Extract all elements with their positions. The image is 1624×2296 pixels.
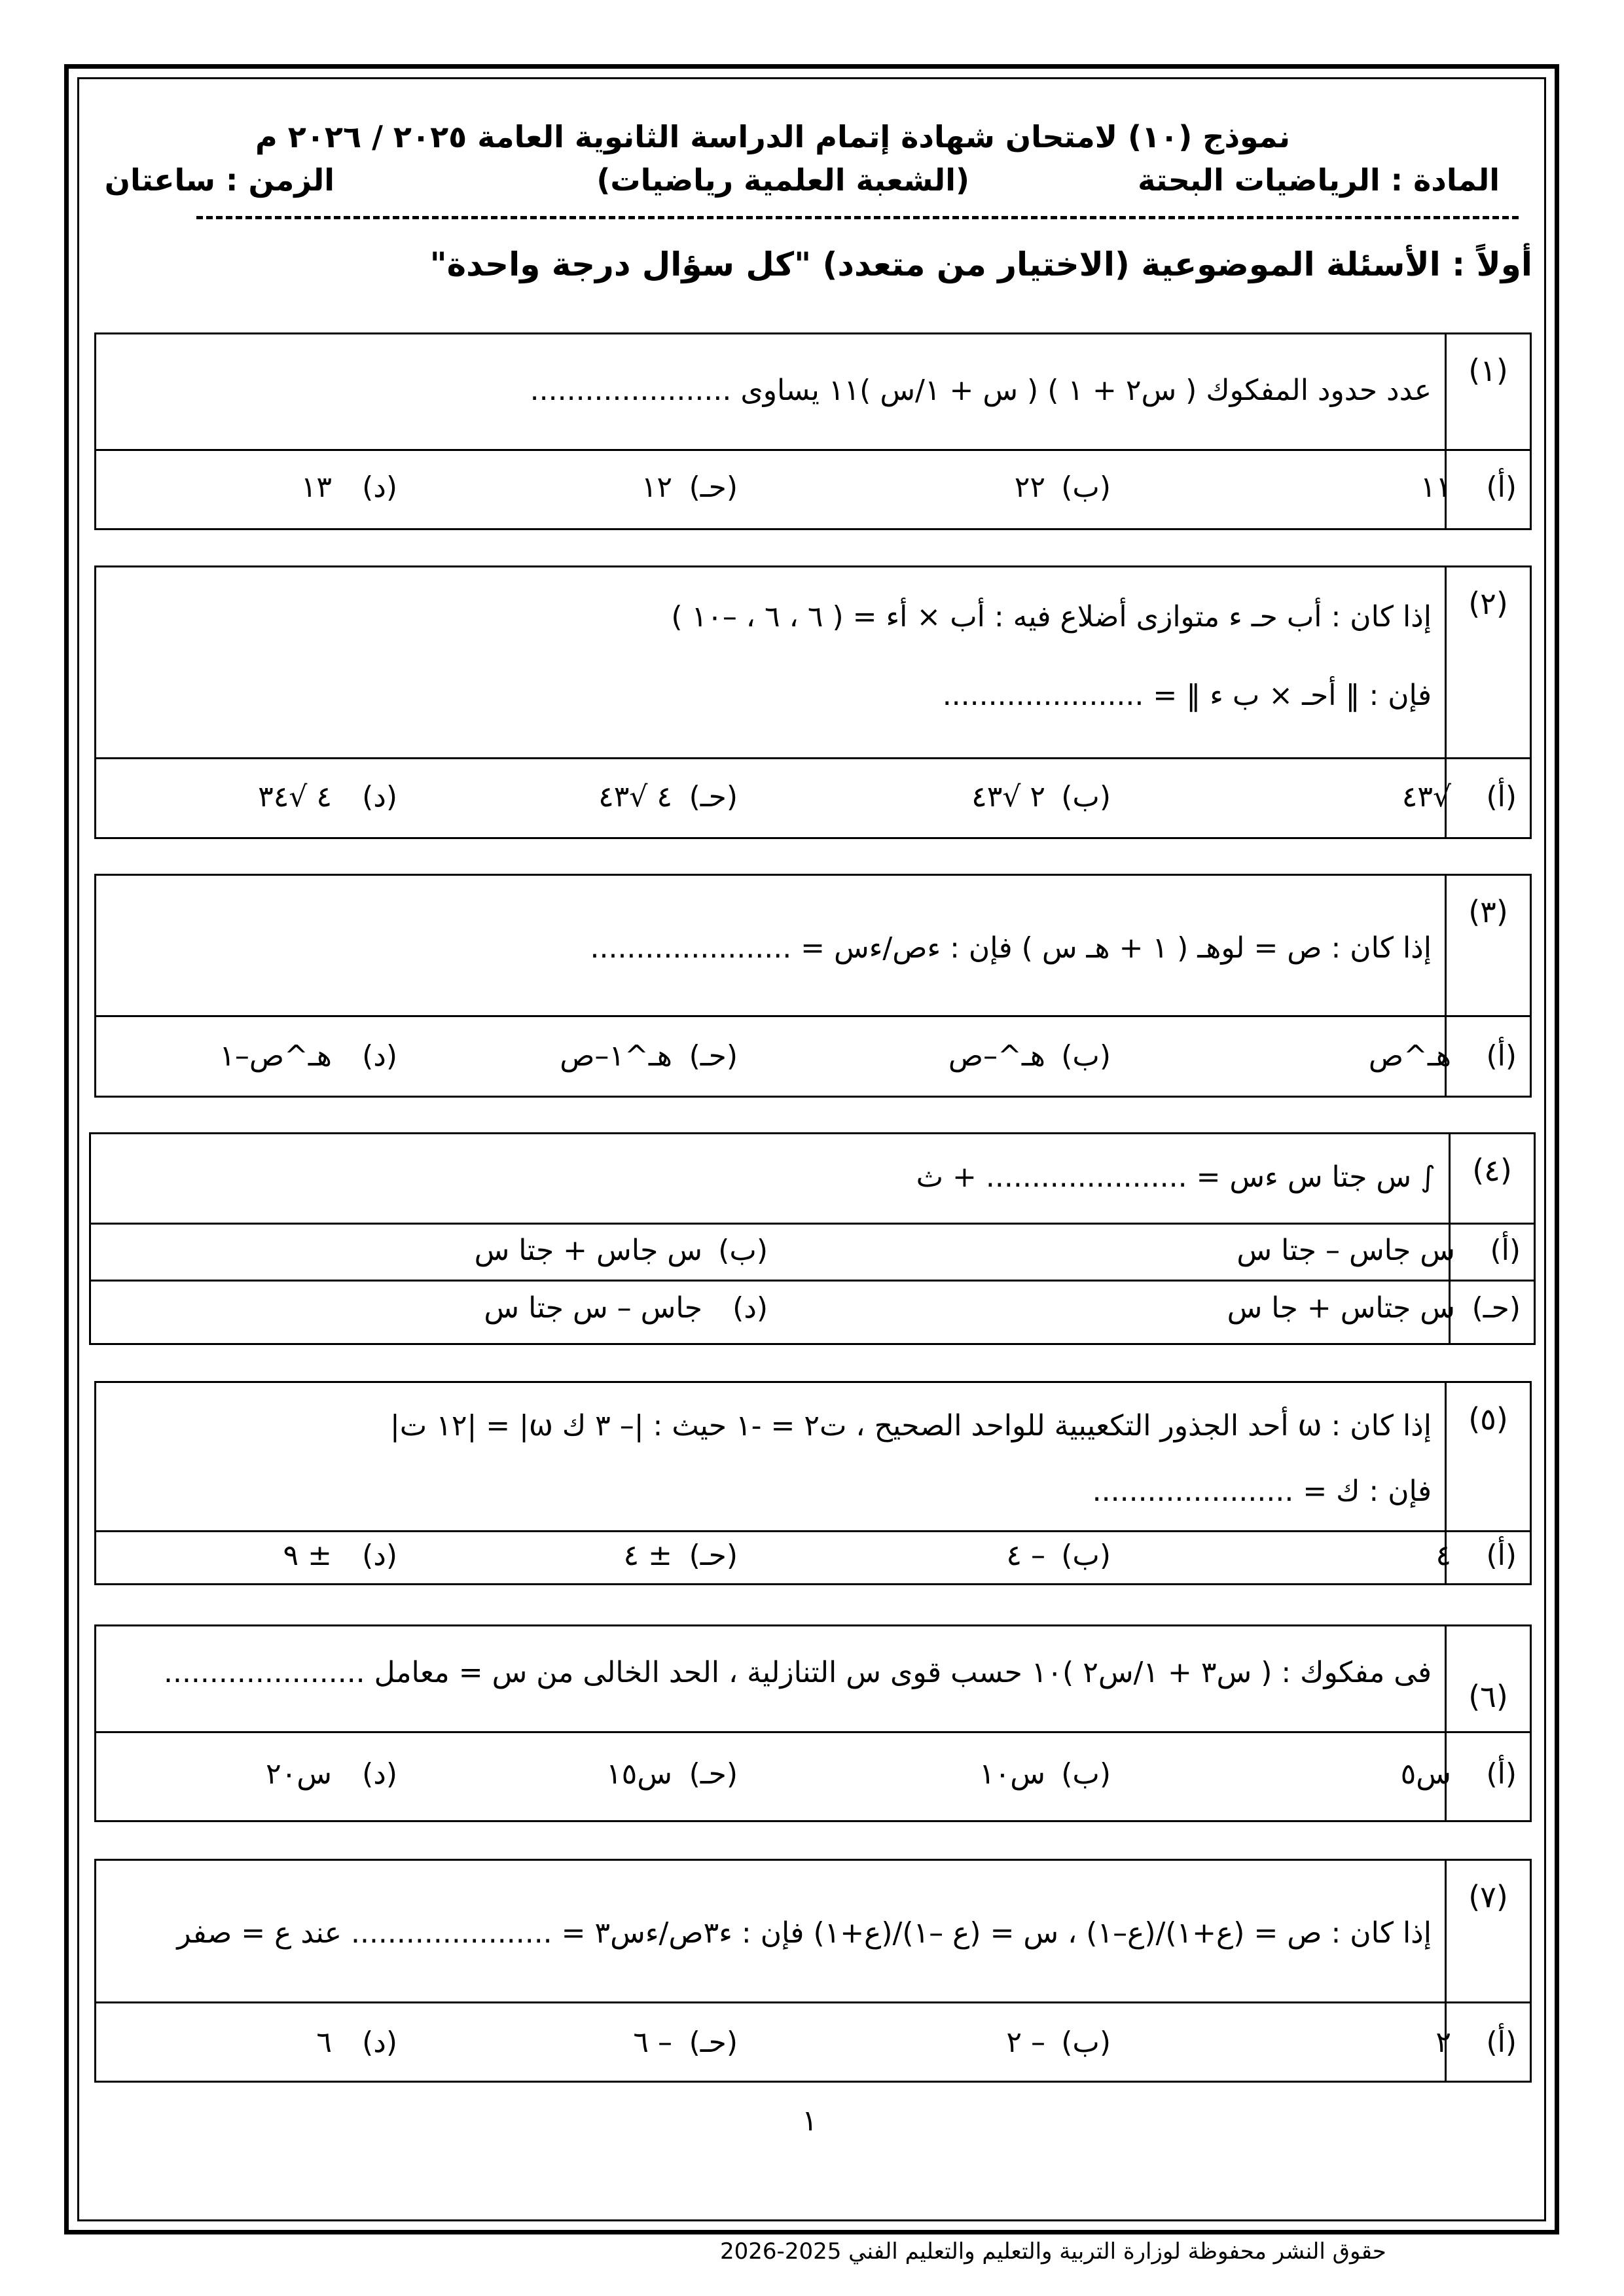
- option-value: ± ٤: [623, 1539, 672, 1572]
- option-value: هـ^١–ص: [560, 1039, 672, 1073]
- question-text: فى مفكوك : ( س٣ + ١/س٢ )١٠ حسب قوى س التنازلية ، الحد الخالى من س = معامل ......................: [163, 1656, 1432, 1689]
- question-text: ∫ س جتا س ءس = ...................... + ث: [916, 1160, 1435, 1194]
- divider: [91, 1223, 1534, 1225]
- option-value: س١٥: [606, 1757, 672, 1791]
- option-value: ٢٢: [1014, 471, 1045, 504]
- option-value: هـ^ص–١: [219, 1039, 332, 1073]
- option-key[interactable]: (ب): [1061, 1539, 1111, 1572]
- option-value: – ٤: [1006, 1539, 1045, 1572]
- option-key[interactable]: (أ): [1486, 1539, 1517, 1572]
- option-value: س١٠: [979, 1757, 1045, 1791]
- option-key[interactable]: (ب): [1061, 780, 1111, 814]
- option-value: ٦: [316, 2026, 332, 2059]
- question-2: [94, 565, 1532, 839]
- option-key[interactable]: (حـ): [689, 1039, 738, 1073]
- option-key[interactable]: (أ): [1486, 471, 1517, 504]
- question-text: إذا كان : ص = لوهـ ( ١ + هـ س ) فإن : ءص/ءس = ......................: [590, 931, 1432, 965]
- option-key[interactable]: (ب): [1061, 1757, 1111, 1791]
- option-value: س جاس + جتا س: [474, 1234, 702, 1267]
- option-value: ١٣: [300, 471, 332, 504]
- option-key[interactable]: (أ): [1486, 2026, 1517, 2059]
- option-value: – ٢: [1006, 2026, 1045, 2059]
- option-value: هـ^–ص: [948, 1039, 1045, 1073]
- option-key[interactable]: (د): [362, 1039, 397, 1073]
- option-key[interactable]: (د): [362, 471, 397, 504]
- option-key[interactable]: (ب): [1061, 2026, 1111, 2059]
- question-text: إذا كان : ω أحد الجذور التكعيبية للواحد الصحيح ، ت٢ = -١ حيث : |– ٣ ك ω| = |١٢ ت|: [389, 1409, 1432, 1443]
- option-value: ٤: [1435, 1539, 1451, 1572]
- option-key[interactable]: (د): [362, 1539, 397, 1572]
- option-value: ١١: [1420, 471, 1451, 504]
- divider: [96, 1015, 1530, 1017]
- option-key[interactable]: (أ): [1486, 780, 1517, 814]
- option-key[interactable]: (حـ): [689, 2026, 738, 2059]
- option-key[interactable]: (حـ): [689, 1757, 738, 1791]
- question-6: [94, 1624, 1532, 1822]
- question-5: [94, 1381, 1532, 1585]
- option-value: س جتاس + جا س: [1227, 1291, 1455, 1325]
- option-key[interactable]: (ب): [1061, 1039, 1111, 1073]
- question-number: (٣): [1445, 876, 1530, 1096]
- option-value: ± ٩: [283, 1539, 332, 1572]
- question-1: [94, 332, 1532, 530]
- option-key[interactable]: (ب): [718, 1234, 768, 1267]
- option-key[interactable]: (حـ): [1471, 1291, 1521, 1325]
- question-4: [89, 1132, 1536, 1345]
- option-value: هـ^ص: [1368, 1039, 1451, 1073]
- option-value: ٤ √٤٣: [598, 780, 672, 814]
- option-value: ٤ √٣٤: [258, 780, 332, 814]
- question-number: (٧): [1445, 1861, 1530, 2081]
- question-text: إذا كان : أب حـ ء متوازى أضلاع فيه : أب × أء = ( ٦ ، ٦ ، –١٠ ): [671, 600, 1432, 634]
- question-text: إذا كان : ص = (ع+١)/(ع–١) ، س = (ع –١)/(ع+١) فإن : ء٣ص/ءس٣ = ...................... عند ع = صفر: [177, 1916, 1432, 1950]
- subject-label: المادة : الرياضيات البحتة: [1138, 162, 1500, 198]
- exam-title: نموذج (١٠) لامتحان شهادة إتمام الدراسة الثانوية العامة ٢٠٢٥ / ٢٠٢٦ م: [255, 119, 1290, 154]
- option-key[interactable]: (حـ): [689, 780, 738, 814]
- divider: [96, 449, 1530, 451]
- option-key[interactable]: (د): [732, 1291, 768, 1325]
- divider: [96, 1731, 1530, 1733]
- copyright-footer: حقوق النشر محفوظة لوزارة التربية والتعليم والتعليم الفني 2025-2026: [720, 2238, 1386, 2265]
- question-text: عدد حدود المفكوك ( س٢ + ١ ) ( س + ١/س )١١ يساوى ......................: [530, 374, 1432, 407]
- option-value: جاس – س جتا س: [484, 1291, 702, 1325]
- option-value: – ٦: [633, 2026, 672, 2059]
- section-title: أولاً : الأسئلة الموضوعية (الاختيار من متعدد) "كل سؤال درجة واحدة": [429, 245, 1532, 283]
- divider: [96, 757, 1530, 759]
- option-value: ١٢: [641, 471, 672, 504]
- question-number: (٥): [1445, 1383, 1530, 1583]
- option-key[interactable]: (أ): [1490, 1234, 1521, 1267]
- option-key[interactable]: (د): [362, 1757, 397, 1791]
- page-number: ١: [802, 2104, 818, 2138]
- question-7: [94, 1859, 1532, 2083]
- question-number: (٦): [1445, 1626, 1530, 1820]
- option-key[interactable]: (د): [362, 780, 397, 814]
- divider: [91, 1280, 1534, 1282]
- option-key[interactable]: (د): [362, 2026, 397, 2059]
- question-3: [94, 874, 1532, 1098]
- option-key[interactable]: (أ): [1486, 1757, 1517, 1791]
- question-text: فإن : ‖ أحـ × ب ء ‖ = ......................: [942, 679, 1432, 712]
- question-number: (١): [1445, 334, 1530, 528]
- option-key[interactable]: (أ): [1486, 1039, 1517, 1073]
- option-value: س٢٠: [266, 1757, 332, 1791]
- option-value: ٢ √٤٣: [971, 780, 1045, 814]
- time-label: الزمن : ساعتان: [104, 162, 334, 198]
- header-divider: [196, 216, 1519, 219]
- option-value: ٢: [1435, 2026, 1451, 2059]
- divider: [96, 1530, 1530, 1532]
- option-key[interactable]: (حـ): [689, 1539, 738, 1572]
- option-key[interactable]: (حـ): [689, 471, 738, 504]
- option-value: س جاس – جتا س: [1236, 1234, 1455, 1267]
- option-key[interactable]: (ب): [1061, 471, 1111, 504]
- option-value: √٤٣: [1401, 780, 1451, 814]
- question-text: فإن : ك = ......................: [1092, 1475, 1432, 1508]
- option-value: س٥: [1400, 1757, 1451, 1791]
- divider: [96, 2001, 1530, 2003]
- question-number: (٤): [1449, 1134, 1534, 1343]
- branch-label: (الشعبة العلمية رياضيات): [596, 162, 969, 198]
- question-number: (٢): [1445, 567, 1530, 837]
